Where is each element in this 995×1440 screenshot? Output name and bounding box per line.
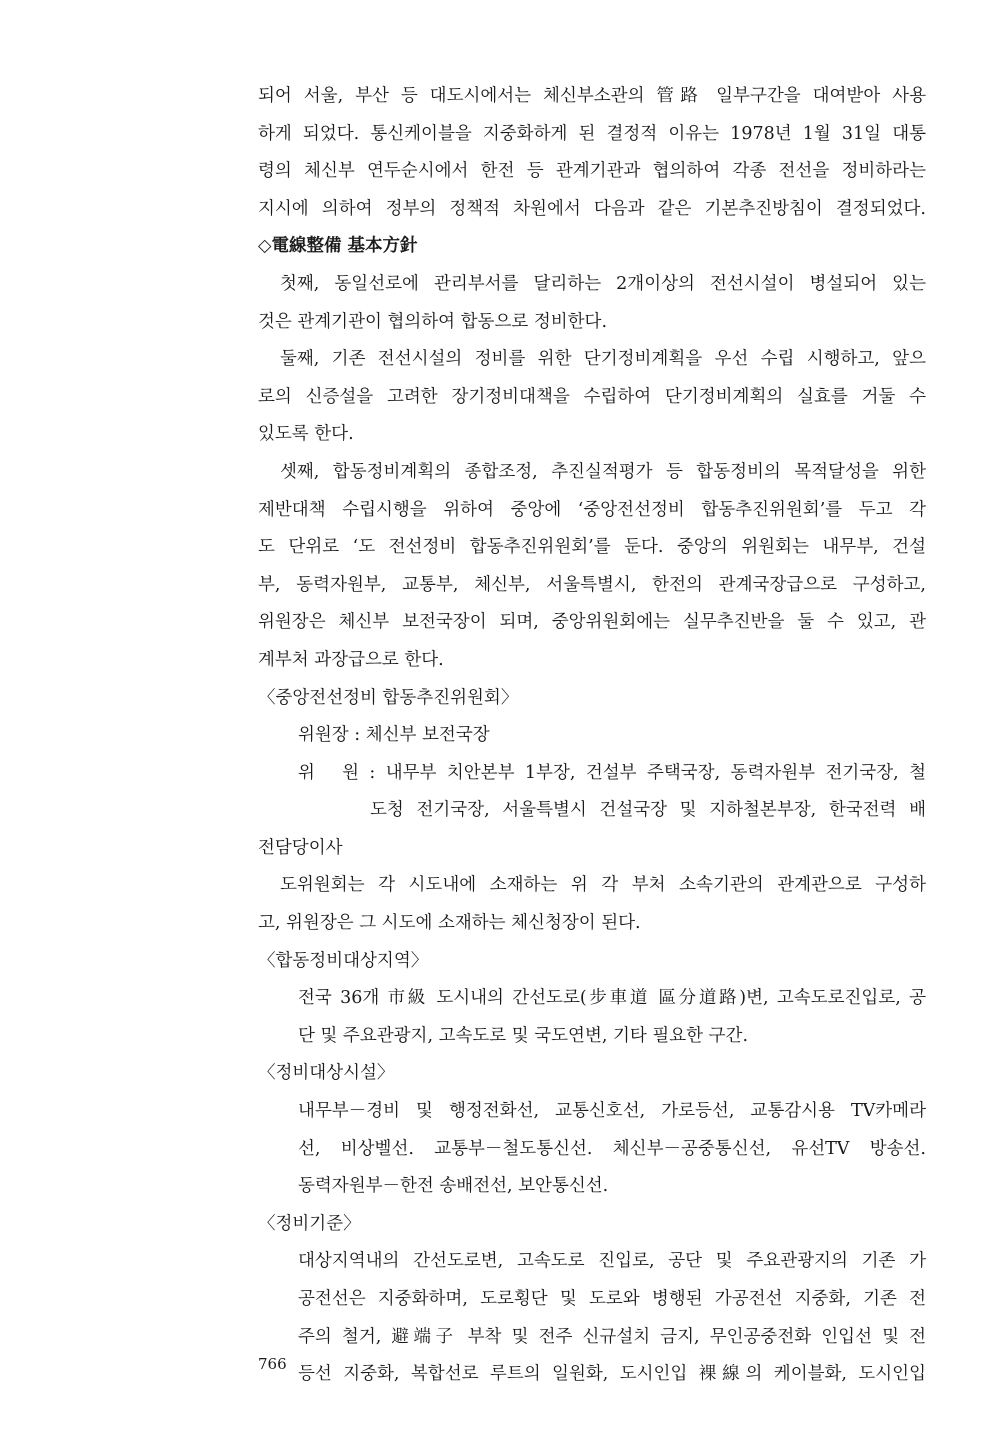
- text-line: 위원장 : 체신부 보전국장: [298, 725, 490, 746]
- text-line: 도 단위로 ‘도 전선정비 합동추진위원회’를 둔다. 중앙의 위원회는 내무부, 건설: [258, 537, 926, 558]
- text-line: 있도록 한다.: [258, 424, 354, 445]
- text-line: 제반대책 수립시행을 위하여 중앙에 ‘중앙전선정비 합동추진위원회’를 두고 각: [258, 499, 926, 520]
- text-line: 되어 서울, 부산 등 대도시에서는 체신부소관의 管路 일부구간을 대여받아 사용: [258, 86, 926, 106]
- text-line: 내무부－경비 및 행정전화선, 교통신호선, 가로등선, 교통감시용 TV카메라: [298, 1101, 926, 1122]
- text-line: 셋째, 합동정비계획의 종합조정, 추진실적평가 등 합동정비의 목적달성을 위한: [280, 461, 926, 482]
- text-line: 주의 철거, 避端子 부착 및 전주 신규설치 금지, 무인공중전화 인입선 및 전: [298, 1326, 926, 1347]
- text-line: 부, 동력자원부, 교통부, 체신부, 서울특별시, 한전의 관계국장급으로 구성하고,: [258, 574, 926, 595]
- text-line: 공전선은 지중화하며, 도로횡단 및 도로와 병행된 가공전선 지중화, 기존 전: [298, 1289, 926, 1309]
- text-line: 등선 지중화, 복합선로 루트의 일원화, 도시인입 裸線의 케이블화, 도시인입: [298, 1364, 926, 1385]
- text-line: 것은 관계기관이 협의하여 합동으로 정비한다.: [258, 311, 608, 332]
- text-line: 로의 신증설을 고려한 장기정비대책을 수립하여 단기정비계획의 실효를 거둘 수: [258, 386, 926, 407]
- text-line: 〈정비대상시설〉: [258, 1063, 395, 1084]
- text-line: 도청 전기국장, 서울특별시 건설국장 및 지하철본부장, 한국전력 배: [370, 800, 926, 821]
- text-line: 고, 위원장은 그 시도에 소재하는 체신청장이 된다.: [258, 913, 641, 934]
- body-text: [258, 78, 926, 1394]
- text-line: 둘째, 기존 전선시설의 정비를 위한 단기정비계획을 우선 수립 시행하고, 앞으: [280, 349, 926, 370]
- text-line: 대상지역내의 간선도로변, 고속도로 진입로, 공단 및 주요관광지의 기존 가: [298, 1251, 926, 1272]
- text-line: 위 원 : 내무부 치안본부 1부장, 건설부 주택국장, 동력자원부 전기국장, 철: [298, 762, 926, 783]
- text-line: 〈합동정비대상지역〉: [258, 950, 429, 971]
- text-line: 계부처 과장급으로 한다.: [258, 649, 444, 670]
- text-line: 도위원회는 각 시도내에 소재하는 위 각 부처 소속기관의 관계관으로 구성하: [280, 875, 926, 896]
- text-line: 령의 체신부 연두순시에서 한전 등 관계기관과 협의하여 각종 전선을 정비하라는: [258, 161, 926, 182]
- text-line: 지시에 의하여 정부의 정책적 차원에서 다음과 같은 기본추진방침이 결정되었다.: [258, 198, 926, 219]
- text-line: 위원장은 체신부 보전국장이 되며, 중앙위원회에는 실무추진반을 둘 수 있고, 관: [258, 612, 926, 633]
- page-number: 766: [258, 1355, 287, 1373]
- text-line: 단 및 주요관광지, 고속도로 및 국도연변, 기타 필요한 구간.: [298, 1025, 749, 1046]
- text-line: 전국 36개 市級 도시내의 간선도로(步車道 區分道路)변, 고속도로진입로, 공: [298, 988, 926, 1009]
- text-line: 선, 비상벨선. 교통부－철도통신선. 체신부－공중통신선, 유선TV 방송선.: [298, 1138, 926, 1159]
- text-line: 하게 되었다. 통신케이블을 지중화하게 된 결정적 이유는 1978년 1월 31일 대통: [258, 123, 926, 144]
- text-line: 첫째, 동일선로에 관리부서를 달리하는 2개이상의 전선시설이 병설되어 있는: [280, 273, 926, 294]
- text-line: 동력자원부－한전 송배전선, 보안통신선.: [298, 1176, 609, 1197]
- text-line: 전담당이사: [258, 837, 343, 858]
- text-line: 〈정비기준〉: [258, 1213, 361, 1234]
- text-line: 〈중앙전선정비 합동추진위원회〉: [258, 687, 519, 708]
- text-line: ◇電線整備 基本方針: [258, 236, 418, 257]
